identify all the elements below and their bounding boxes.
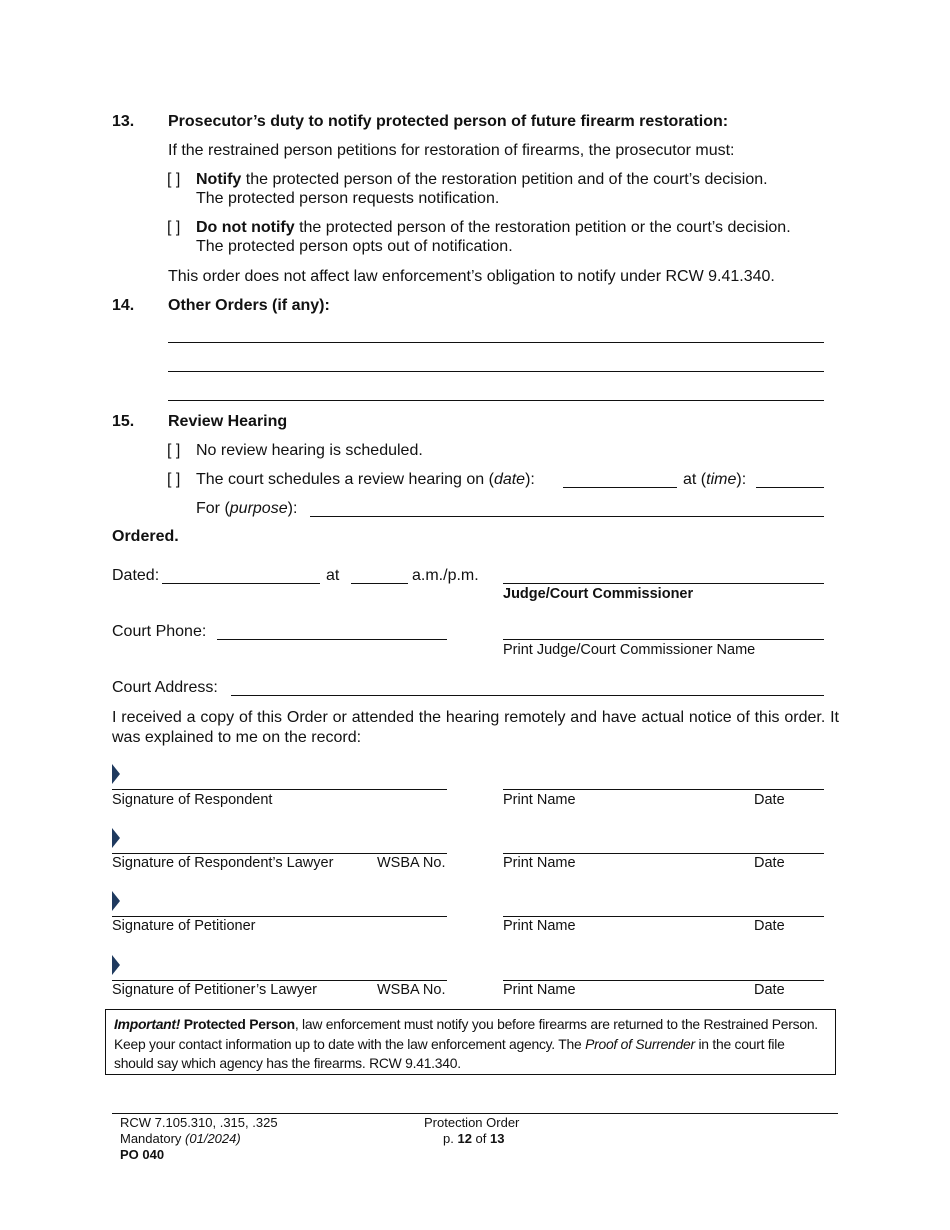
dated-label: Dated: <box>112 567 160 584</box>
review-time-label: at (time): <box>683 471 747 488</box>
other-orders-line-1[interactable] <box>168 342 824 343</box>
print-name-label: Print Name <box>503 792 576 808</box>
wsba-label: WSBA No. <box>377 855 446 871</box>
petitioner-print-field[interactable] <box>503 916 824 917</box>
sign-here-icon <box>112 828 120 848</box>
ordered-heading: Ordered. <box>112 528 179 545</box>
court-phone-label: Court Phone: <box>112 623 207 640</box>
footer-form-number: PO 040 <box>120 1147 165 1162</box>
judge-signature-field[interactable] <box>503 583 824 584</box>
date-label: Date <box>754 792 785 808</box>
no-review-option: No review hearing is scheduled. <box>196 442 423 459</box>
sign-here-icon <box>112 891 120 911</box>
footer-divider <box>112 1113 838 1114</box>
print-judge-label: Print Judge/Court Commissioner Name <box>503 642 756 658</box>
footer-title: Protection Order <box>424 1115 520 1130</box>
review-date-field[interactable] <box>563 487 677 488</box>
footer-page-number: p. 12 of 13 <box>443 1131 505 1146</box>
petitioner-lawyer-print-field[interactable] <box>503 980 824 981</box>
notify-option-line2: The protected person requests notification. <box>196 190 500 207</box>
purpose-field[interactable] <box>310 516 824 517</box>
section-14-number: 14. <box>112 297 135 314</box>
purpose-label: For (purpose): <box>196 500 298 517</box>
do-not-notify-option: Do not notify the protected person of the restoration petition or the court’s decision. <box>196 219 791 236</box>
review-scheduled-option: The court schedules a review hearing on (date): <box>196 471 535 488</box>
law-enforcement-note: This order does not affect law enforcement’s obligation to notify under RCW 9.41.340. <box>168 268 775 285</box>
print-judge-field[interactable] <box>503 639 824 640</box>
date-label: Date <box>754 918 785 934</box>
notify-option: Notify the protected person of the restoration petition and of the court’s decision. <box>196 171 768 188</box>
no-review-checkbox[interactable]: [ ] <box>167 442 181 459</box>
review-scheduled-checkbox[interactable]: [ ] <box>167 471 181 488</box>
date-label: Date <box>754 982 785 998</box>
signature-label: Signature of Petitioner’s Lawyer <box>112 982 317 998</box>
other-orders-line-3[interactable] <box>168 400 824 401</box>
court-phone-field[interactable] <box>217 639 447 640</box>
petitioner-lawyer-signature-field[interactable] <box>112 980 447 981</box>
date-label: Date <box>754 855 785 871</box>
time-field[interactable] <box>351 583 408 584</box>
court-address-label: Court Address: <box>112 679 218 696</box>
sign-here-icon <box>112 764 120 784</box>
ampm-label: a.m./p.m. <box>412 567 479 584</box>
footer-rcw: RCW 7.105.310, .315, .325 <box>120 1115 278 1130</box>
notify-checkbox[interactable]: [ ] <box>167 171 181 188</box>
respondent-lawyer-signature-field[interactable] <box>112 853 447 854</box>
do-not-notify-option-line2: The protected person opts out of notification. <box>196 238 513 255</box>
section-14-title: Other Orders (if any): <box>168 297 330 314</box>
footer-mandatory: Mandatory (01/2024) <box>120 1131 241 1146</box>
important-notice-box: Important! Protected Person, law enforcement must notify you before firearms are returned to the Restrained Person. Keep your contact information up to date with the law enforcement agency. The Proof of Surrender in the court file should say which agency has the firearms. RCW 9.41.340. <box>105 1009 836 1075</box>
section-13-number: 13. <box>112 113 135 130</box>
signature-label: Signature of Petitioner <box>112 918 256 934</box>
respondent-print-field[interactable] <box>503 789 824 790</box>
print-name-label: Print Name <box>503 982 576 998</box>
dated-field[interactable] <box>162 583 320 584</box>
dated-at-label: at <box>326 567 340 584</box>
section-13-title: Prosecutor’s duty to notify protected person of future firearm restoration: <box>168 113 729 130</box>
judge-label: Judge/Court Commissioner <box>503 586 694 602</box>
do-not-notify-checkbox[interactable]: [ ] <box>167 219 181 236</box>
review-time-field[interactable] <box>756 487 824 488</box>
petitioner-signature-field[interactable] <box>112 916 447 917</box>
respondent-lawyer-print-field[interactable] <box>503 853 824 854</box>
other-orders-line-2[interactable] <box>168 371 824 372</box>
respondent-signature-field[interactable] <box>112 789 447 790</box>
signature-label: Signature of Respondent <box>112 792 273 808</box>
acknowledgment-text: I received a copy of this Order or attended the hearing remotely and have actual notice of this order. It was explained to me on the record: <box>112 709 839 746</box>
section-13-intro: If the restrained person petitions for restoration of firearms, the prosecutor must: <box>168 142 735 159</box>
section-15-number: 15. <box>112 413 135 430</box>
print-name-label: Print Name <box>503 855 576 871</box>
court-address-field[interactable] <box>231 695 824 696</box>
section-15-title: Review Hearing <box>168 413 288 430</box>
wsba-label: WSBA No. <box>377 982 446 998</box>
sign-here-icon <box>112 955 120 975</box>
signature-label: Signature of Respondent’s Lawyer <box>112 855 334 871</box>
print-name-label: Print Name <box>503 918 576 934</box>
